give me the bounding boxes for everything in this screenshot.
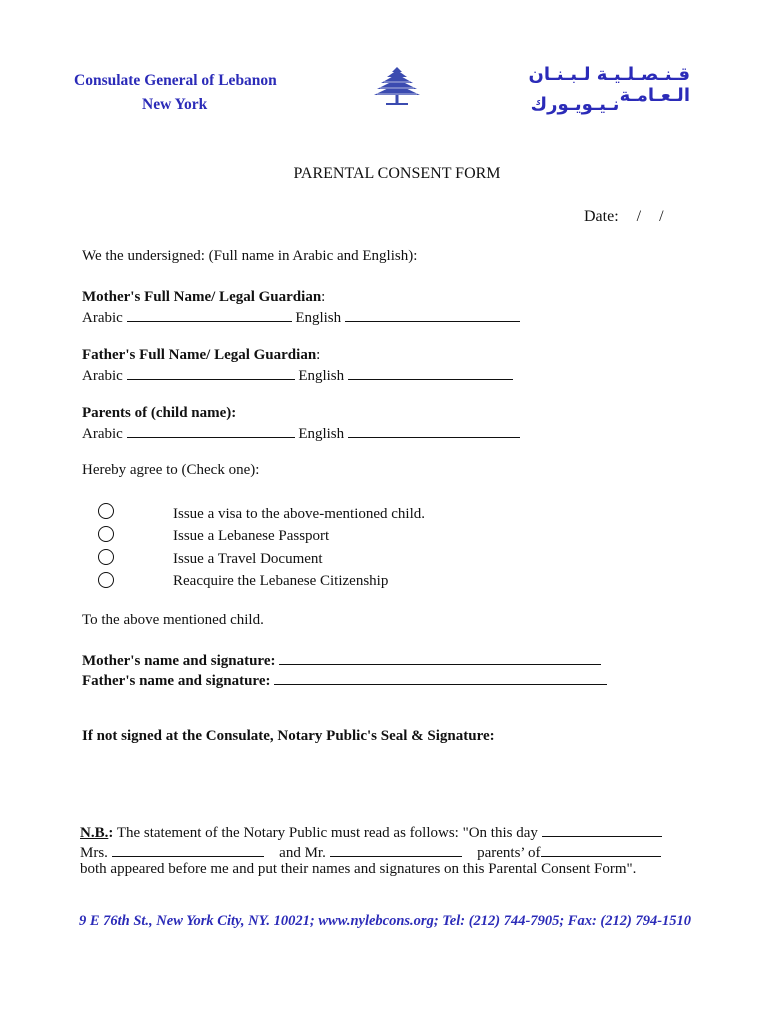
undersigned-text: We the undersigned: (Full name in Arabic and English):	[82, 248, 418, 264]
nb-statement: The statement of the Notary Public must read as follows: "On this day	[116, 825, 538, 841]
agree-text: Hereby agree to (Check one):	[82, 462, 260, 478]
mother-english-name-field[interactable]	[345, 307, 520, 322]
option-citizenship-radio[interactable]	[98, 572, 114, 588]
notary-heading: If not signed at the Consulate, Notary Public's Seal & Signature:	[82, 728, 495, 744]
father-signature-label: Father's name and signature:	[82, 673, 271, 689]
child-name-row	[82, 423, 520, 443]
child-english-name-field[interactable]	[348, 423, 520, 438]
mrs-name-field[interactable]	[112, 842, 264, 857]
mother-name-row	[82, 307, 520, 327]
arabic-label: Arabic	[82, 426, 123, 442]
option-label: Issue a visa to the above-mentioned child.	[173, 506, 426, 522]
father-heading: Father's Full Name/ Legal Guardian:	[82, 347, 321, 363]
to-child-text: To the above mentioned child.	[82, 612, 264, 628]
arabic-label: Arabic	[82, 368, 123, 384]
nb-line-2	[80, 842, 697, 862]
nb-label: N.B.	[80, 825, 109, 841]
mother-signature-label: Mother's name and signature:	[82, 653, 276, 669]
city-name-en: New York	[142, 96, 208, 113]
option-passport-radio[interactable]	[98, 526, 114, 542]
child-heading: Parents of (child name):	[82, 405, 237, 421]
option-visa-radio[interactable]	[98, 503, 114, 519]
option-label: Issue a Travel Document	[173, 551, 323, 567]
date-label: Date:	[584, 208, 619, 225]
consulate-name-en: Consulate General of Lebanon	[74, 72, 277, 89]
arabic-label: Arabic	[82, 310, 123, 326]
nb-line-3: both appeared before me and put their names and signatures on this Parental Consent Form".	[80, 861, 637, 877]
english-label: English	[298, 426, 345, 442]
form-title: PARENTAL CONSENT FORM	[293, 165, 501, 182]
mother-heading: Mother's Full Name/ Legal Guardian:	[82, 289, 326, 305]
option-label: Issue a Lebanese Passport	[173, 528, 330, 544]
father-arabic-name-field[interactable]	[127, 365, 295, 380]
father-english-name-field[interactable]	[348, 365, 513, 380]
mr-name-field[interactable]	[330, 842, 462, 857]
date-separator: /	[636, 208, 642, 225]
date-separator: /	[659, 208, 664, 225]
date-field[interactable]	[584, 208, 664, 226]
parents-of-label: parents’ of	[477, 845, 541, 861]
city-name-ar: نـيـويـورك	[530, 94, 620, 115]
father-signature-row	[82, 670, 607, 690]
cedar-tree-icon	[372, 64, 422, 108]
mrs-label: Mrs.	[80, 845, 108, 861]
mother-arabic-name-field[interactable]	[127, 307, 292, 322]
mr-label: and Mr.	[279, 845, 326, 861]
option-label: Reacquire the Lebanese Citizenship	[173, 573, 389, 589]
nb-line-1: N.B.: The statement of the Notary Public must read as follows: "On this day	[80, 822, 662, 842]
english-label: English	[295, 310, 342, 326]
child-arabic-name-field[interactable]	[127, 423, 295, 438]
mother-signature-field[interactable]	[279, 650, 601, 665]
father-name-row	[82, 365, 513, 385]
footer-contact: 9 E 76th St., New York City, NY. 10021; www.nylebcons.org; Tel: (212) 744-7905; Fax: (212) 794-1510	[78, 913, 692, 929]
father-signature-field[interactable]	[274, 670, 607, 685]
child-of-field[interactable]	[541, 842, 661, 857]
consulate-name-ar: قـنـصـلـيـة لـبـنـان الـعـامـة	[528, 64, 690, 106]
mother-signature-row	[82, 650, 601, 670]
option-travel-document-radio[interactable]	[98, 549, 114, 565]
day-field[interactable]	[542, 822, 662, 837]
english-label: English	[298, 368, 345, 384]
